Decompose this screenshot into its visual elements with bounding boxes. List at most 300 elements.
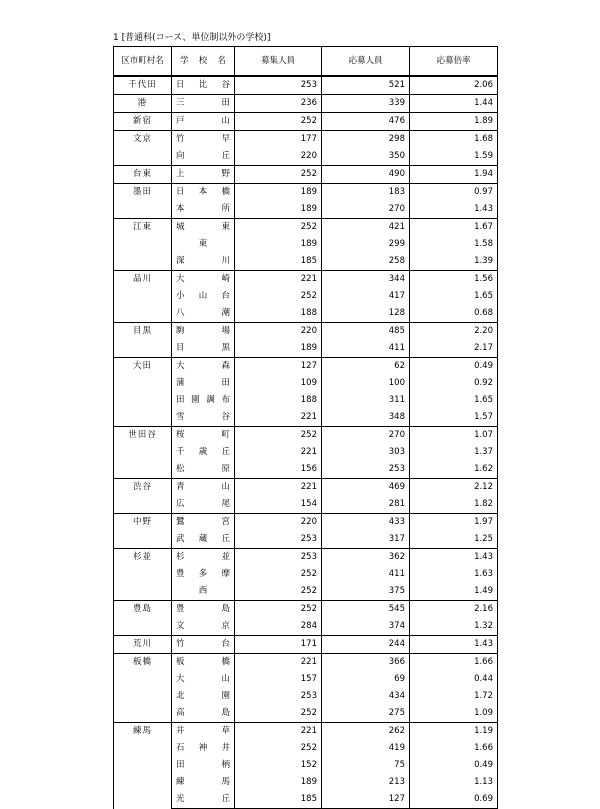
table-row — [114, 236, 498, 253]
school-name-char: 駒 — [176, 326, 185, 336]
school-name-char: 谷 — [221, 80, 230, 90]
ratio-value: 1.97 — [410, 514, 498, 532]
applicants-value: 362 — [322, 549, 410, 567]
school-name-char: 板 — [176, 657, 185, 667]
header-applicants: 応募人員 — [322, 47, 410, 77]
school-name-char: 崎 — [221, 274, 230, 284]
school-name — [172, 288, 235, 305]
school-name — [172, 601, 235, 619]
ratio-value: 0.44 — [410, 671, 498, 688]
school-name-char: 本 — [198, 187, 208, 197]
school-name-char: 丘 — [221, 447, 230, 457]
school-name — [172, 219, 235, 237]
ratio-value: 1.13 — [410, 774, 498, 791]
applicants-value: 545 — [322, 601, 410, 619]
applicants-value: 421 — [322, 219, 410, 237]
school-name — [172, 688, 235, 705]
ward-name: 豊島 — [114, 601, 172, 636]
capacity-value: 177 — [235, 131, 322, 149]
ratio-value: 1.67 — [410, 219, 498, 237]
school-name — [172, 323, 235, 341]
table-row — [114, 791, 498, 809]
school-name-char: 山 — [221, 482, 230, 492]
capacity-value: 221 — [235, 271, 322, 289]
table-row — [114, 601, 498, 619]
applicants-value: 303 — [322, 444, 410, 461]
ward-name: 大田 — [114, 358, 172, 427]
capacity-value: 188 — [235, 392, 322, 409]
ratio-value: 1.43 — [410, 636, 498, 654]
capacity-value: 221 — [235, 409, 322, 427]
ratio-value: 0.69 — [410, 791, 498, 809]
school-name-char: 井 — [176, 726, 185, 736]
applicants-value: 419 — [322, 740, 410, 757]
school-name-char: 所 — [221, 204, 230, 214]
applicants-value: 262 — [322, 723, 410, 741]
school-name-char: 大 — [176, 674, 185, 684]
applicants-value: 344 — [322, 271, 410, 289]
table-row — [114, 358, 498, 376]
capacity-value: 252 — [235, 601, 322, 619]
applicants-value: 375 — [322, 583, 410, 601]
ratio-value: 1.07 — [410, 427, 498, 445]
table-row — [114, 409, 498, 427]
school-name-char: 島 — [221, 708, 230, 718]
school-name-char: 桜 — [176, 430, 185, 440]
table-row — [114, 774, 498, 791]
school-name-char: 宮 — [221, 517, 230, 527]
school-name-char: 野 — [221, 169, 230, 179]
table-row — [114, 201, 498, 219]
school-name-char: 島 — [221, 604, 230, 614]
ratio-value: 1.59 — [410, 148, 498, 166]
ratio-value: 2.16 — [410, 601, 498, 619]
applicants-value: 299 — [322, 236, 410, 253]
applicants-value: 339 — [322, 95, 410, 113]
school-name — [172, 427, 235, 445]
school-name-char: 歳 — [198, 447, 208, 457]
school-name-char: 森 — [221, 361, 230, 371]
school-name-char: 橋 — [221, 657, 230, 667]
ratio-value: 1.89 — [410, 113, 498, 131]
school-name-char: 豊 — [176, 569, 185, 579]
applicants-value: 275 — [322, 705, 410, 723]
table-body — [114, 76, 498, 809]
header-school-char: 校 — [198, 56, 208, 66]
school-name-char: 東 — [221, 222, 230, 232]
school-name-char: 蒲 — [176, 378, 185, 388]
school-name-char: 黒 — [221, 343, 230, 353]
table-row — [114, 531, 498, 549]
applicants-value: 317 — [322, 531, 410, 549]
table-row — [114, 271, 498, 289]
school-name-char: 高 — [176, 708, 185, 718]
school-name-char: 豊 — [176, 604, 185, 614]
school-name-char: 丘 — [221, 794, 230, 804]
table-row — [114, 479, 498, 497]
ratio-value: 0.49 — [410, 757, 498, 774]
school-name-char: 田 — [176, 395, 185, 405]
school-name-char: 小 — [176, 291, 185, 301]
school-name-char: 京 — [221, 621, 230, 631]
school-name-char: 光 — [176, 794, 185, 804]
school-name-char: 井 — [221, 743, 230, 753]
school-name — [172, 76, 235, 95]
capacity-value: 188 — [235, 305, 322, 323]
ward-name: 中野 — [114, 514, 172, 549]
ward-name: 品川 — [114, 271, 172, 323]
table-caption: 1 [普通科(コース、単位制以外の学校)] — [113, 33, 271, 43]
school-name-char: 向 — [176, 151, 185, 161]
table-row — [114, 566, 498, 583]
applicants-value: 311 — [322, 392, 410, 409]
ward-name: 新宿 — [114, 113, 172, 131]
school-name — [172, 757, 235, 774]
school-name-char: 台 — [221, 291, 230, 301]
school-name — [172, 671, 235, 688]
ratio-value: 1.65 — [410, 288, 498, 305]
ratio-value: 1.66 — [410, 740, 498, 757]
school-name — [172, 461, 235, 479]
school-name-char: 山 — [221, 674, 230, 684]
ward-name: 荒川 — [114, 636, 172, 654]
applicants-value: 476 — [322, 113, 410, 131]
ratio-value: 1.44 — [410, 95, 498, 113]
table-row — [114, 549, 498, 567]
ward-name: 墨田 — [114, 184, 172, 219]
school-name — [172, 148, 235, 166]
table-row — [114, 148, 498, 166]
applicants-value: 411 — [322, 340, 410, 358]
school-name-char: 本 — [176, 204, 185, 214]
applicants-value: 183 — [322, 184, 410, 202]
capacity-value: 189 — [235, 236, 322, 253]
table-row — [114, 166, 498, 184]
school-name-char: 早 — [221, 134, 230, 144]
ratio-value: 1.56 — [410, 271, 498, 289]
ratio-value: 1.58 — [410, 236, 498, 253]
applicants-value: 350 — [322, 148, 410, 166]
school-name-char: 橋 — [221, 187, 230, 197]
applicants-value: 521 — [322, 76, 410, 95]
ratio-value: 0.97 — [410, 184, 498, 202]
school-name-char: 台 — [221, 639, 230, 649]
applicants-value: 417 — [322, 288, 410, 305]
ward-name: 台東 — [114, 166, 172, 184]
applicants-value: 485 — [322, 323, 410, 341]
school-name — [172, 618, 235, 636]
header-row — [114, 47, 498, 77]
ratio-value: 1.43 — [410, 549, 498, 567]
applicants-value: 411 — [322, 566, 410, 583]
school-name-char: 原 — [221, 464, 230, 474]
school-name-char: 柄 — [221, 760, 230, 770]
school-name-char: 町 — [221, 430, 230, 440]
ratio-value: 0.68 — [410, 305, 498, 323]
school-name — [172, 253, 235, 271]
school-name-char: 北 — [176, 691, 185, 701]
capacity-value: 171 — [235, 636, 322, 654]
capacity-value: 252 — [235, 583, 322, 601]
table-row — [114, 671, 498, 688]
capacity-value: 253 — [235, 76, 322, 95]
school-name-char: 武 — [176, 534, 185, 544]
ratio-value: 1.43 — [410, 201, 498, 219]
ratio-value: 1.37 — [410, 444, 498, 461]
school-name — [172, 496, 235, 514]
table-row — [114, 113, 498, 131]
capacity-value: 189 — [235, 774, 322, 791]
school-name-char: 山 — [198, 291, 208, 301]
capacity-value: 221 — [235, 723, 322, 741]
ratio-value: 0.92 — [410, 375, 498, 392]
ratio-value: 2.06 — [410, 76, 498, 95]
ratio-value: 1.65 — [410, 392, 498, 409]
school-name — [172, 375, 235, 392]
school-name-char: 松 — [176, 464, 185, 474]
ratio-value: 1.72 — [410, 688, 498, 705]
school-name-char: 千 — [176, 447, 185, 457]
table-row — [114, 723, 498, 741]
ratio-value: 2.17 — [410, 340, 498, 358]
school-name — [172, 358, 235, 376]
capacity-value: 252 — [235, 288, 322, 305]
header-ratio: 応募倍率 — [410, 47, 498, 77]
applicants-value: 270 — [322, 427, 410, 445]
header-ward: 区市町村名 — [114, 47, 172, 77]
school-name-char: 大 — [176, 361, 185, 371]
school-name-char: 谷 — [221, 412, 230, 422]
applicants-value: 281 — [322, 496, 410, 514]
school-name-char: 摩 — [221, 569, 230, 579]
table-row — [114, 253, 498, 271]
capacity-value: 252 — [235, 427, 322, 445]
school-name-char: 鷺 — [176, 517, 185, 527]
ratio-value: 2.12 — [410, 479, 498, 497]
table-row — [114, 184, 498, 202]
school-name-char: 丘 — [221, 534, 230, 544]
school-name — [172, 444, 235, 461]
school-name — [172, 791, 235, 809]
ward-name: 目黒 — [114, 323, 172, 358]
table-row — [114, 496, 498, 514]
school-name-char: 青 — [176, 482, 185, 492]
school-name-char: 並 — [221, 552, 230, 562]
school-name — [172, 705, 235, 723]
capacity-value: 127 — [235, 358, 322, 376]
ratio-value: 1.62 — [410, 461, 498, 479]
applicants-value: 366 — [322, 654, 410, 672]
capacity-value: 185 — [235, 791, 322, 809]
table-row — [114, 618, 498, 636]
school-name-char: 西 — [198, 586, 208, 596]
table-row — [114, 461, 498, 479]
school-name — [172, 636, 235, 654]
ratio-value: 1.09 — [410, 705, 498, 723]
applicants-value: 69 — [322, 671, 410, 688]
ratio-value: 0.49 — [410, 358, 498, 376]
table-row — [114, 131, 498, 149]
capacity-value: 284 — [235, 618, 322, 636]
ward-name: 板橋 — [114, 654, 172, 723]
ward-name: 練馬 — [114, 723, 172, 809]
school-name — [172, 774, 235, 791]
ratio-value: 1.25 — [410, 531, 498, 549]
applicants-value: 62 — [322, 358, 410, 376]
school-name — [172, 201, 235, 219]
ratio-value: 1.19 — [410, 723, 498, 741]
applicants-value: 213 — [322, 774, 410, 791]
ratio-value: 1.39 — [410, 253, 498, 271]
table-row — [114, 288, 498, 305]
table-row — [114, 340, 498, 358]
ratio-value: 1.82 — [410, 496, 498, 514]
school-name — [172, 549, 235, 567]
capacity-value: 252 — [235, 219, 322, 237]
capacity-value: 221 — [235, 444, 322, 461]
ward-name: 千代田 — [114, 76, 172, 95]
school-name-char: 蔵 — [198, 534, 208, 544]
capacity-value: 252 — [235, 166, 322, 184]
school-name-char: 日 — [176, 187, 185, 197]
school-name — [172, 271, 235, 289]
school-name — [172, 654, 235, 672]
header-capacity: 募集人員 — [235, 47, 322, 77]
school-name — [172, 131, 235, 149]
capacity-value: 185 — [235, 253, 322, 271]
table-row — [114, 705, 498, 723]
capacity-value: 189 — [235, 340, 322, 358]
capacity-value: 252 — [235, 566, 322, 583]
applicants-value: 433 — [322, 514, 410, 532]
school-name-char: 川 — [221, 256, 230, 266]
school-name-char: 文 — [176, 621, 185, 631]
school-name-char: 潮 — [221, 308, 230, 318]
applicants-value: 128 — [322, 305, 410, 323]
applicants-value: 127 — [322, 791, 410, 809]
capacity-value: 156 — [235, 461, 322, 479]
school-name-char: 上 — [176, 169, 185, 179]
table-row — [114, 305, 498, 323]
school-name-char: 尾 — [221, 499, 230, 509]
school-name-char: 杉 — [176, 552, 185, 562]
school-name-char: 山 — [221, 116, 230, 126]
header-school-char: 名 — [217, 56, 226, 66]
capacity-value: 221 — [235, 654, 322, 672]
school-name — [172, 340, 235, 358]
table-row — [114, 427, 498, 445]
school-name-char: 目 — [176, 343, 185, 353]
school-name — [172, 531, 235, 549]
school-name-char: 神 — [198, 743, 208, 753]
school-name-char: 広 — [176, 499, 185, 509]
capacity-value: 252 — [235, 740, 322, 757]
school-name-char: 丘 — [221, 151, 230, 161]
ratio-value: 1.66 — [410, 654, 498, 672]
capacity-value: 189 — [235, 184, 322, 202]
header-school — [172, 47, 235, 77]
school-name — [172, 166, 235, 184]
applicants-value: 253 — [322, 461, 410, 479]
school-name-char: 布 — [221, 395, 230, 405]
school-name-char: 多 — [198, 569, 208, 579]
school-name-char: 東 — [198, 239, 208, 249]
ratio-value: 1.68 — [410, 131, 498, 149]
table-row — [114, 95, 498, 113]
school-name — [172, 392, 235, 409]
ward-name: 渋谷 — [114, 479, 172, 514]
capacity-value: 109 — [235, 375, 322, 392]
school-name — [172, 740, 235, 757]
ratio-value: 1.57 — [410, 409, 498, 427]
applicants-value: 75 — [322, 757, 410, 774]
table-row — [114, 757, 498, 774]
header-school-char: 学 — [180, 56, 189, 66]
capacity-value: 152 — [235, 757, 322, 774]
school-name — [172, 723, 235, 741]
school-name-char: 雪 — [176, 412, 185, 422]
applicants-value: 374 — [322, 618, 410, 636]
capacity-value: 236 — [235, 95, 322, 113]
applicants-value: 469 — [322, 479, 410, 497]
applicants-value: 100 — [322, 375, 410, 392]
school-name-char: 比 — [198, 80, 208, 90]
capacity-value: 220 — [235, 148, 322, 166]
school-name-char: 大 — [176, 274, 185, 284]
table-row — [114, 76, 498, 95]
table-row — [114, 654, 498, 672]
table-row — [114, 740, 498, 757]
school-name — [172, 479, 235, 497]
capacity-value: 253 — [235, 688, 322, 705]
school-name-char: 戸 — [176, 116, 185, 126]
school-name-char: 竹 — [176, 134, 185, 144]
applicants-value: 270 — [322, 201, 410, 219]
table-row — [114, 375, 498, 392]
school-name — [172, 95, 235, 113]
school-name-char: 馬 — [221, 777, 230, 787]
capacity-value: 220 — [235, 514, 322, 532]
ratio-value: 1.32 — [410, 618, 498, 636]
school-name — [172, 409, 235, 427]
capacity-value: 252 — [235, 705, 322, 723]
capacity-value: 253 — [235, 531, 322, 549]
school-name — [172, 566, 235, 583]
table-row — [114, 444, 498, 461]
school-name-char: 園 — [221, 691, 230, 701]
capacity-value: 157 — [235, 671, 322, 688]
ward-name: 文京 — [114, 131, 172, 166]
table-row — [114, 636, 498, 654]
ward-name: 江東 — [114, 219, 172, 271]
school-name-char: 日 — [176, 80, 185, 90]
ratio-value: 1.94 — [410, 166, 498, 184]
applications-table — [113, 46, 498, 809]
applicants-value: 490 — [322, 166, 410, 184]
applicants-value: 258 — [322, 253, 410, 271]
table-row — [114, 219, 498, 237]
table-row — [114, 688, 498, 705]
school-name-char: 園 — [191, 395, 200, 405]
applicants-value: 298 — [322, 131, 410, 149]
school-name-char: 田 — [221, 98, 230, 108]
school-name-char: 田 — [176, 760, 185, 770]
capacity-value: 220 — [235, 323, 322, 341]
ward-name: 杉並 — [114, 549, 172, 601]
school-name — [172, 514, 235, 532]
school-name-char: 城 — [176, 222, 185, 232]
ward-name: 世田谷 — [114, 427, 172, 479]
